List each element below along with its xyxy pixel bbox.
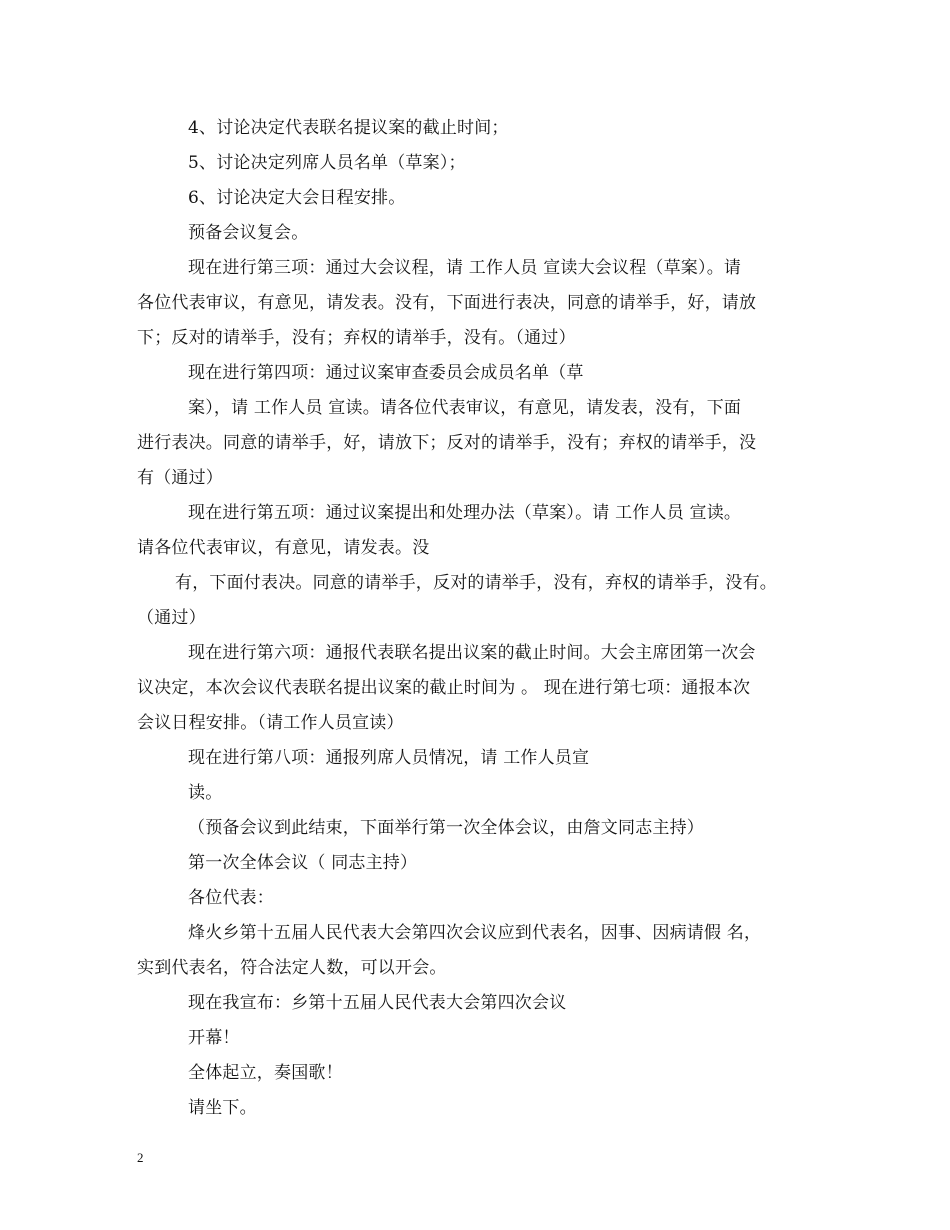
text-line: 议决定，本次会议代表联名提出议案的截止时间为 。 现在进行第七项：通报本次 <box>137 678 751 698</box>
text-line: 读。 <box>188 783 223 803</box>
text-line: 下；反对的请举手，没有；弃权的请举手，没有。（通过） <box>137 328 576 348</box>
text-line: 全体起立，奏国歌！ <box>188 1063 343 1083</box>
text-line: 请各位代表审议，有意见，请发表。没 <box>137 538 430 558</box>
text-line: 案），请 工作人员 宣读。请各位代表审议，有意见，请发表，没有，下面 <box>188 398 742 418</box>
text-line: 实到代表名，符合法定人数，可以开会。 <box>137 958 447 978</box>
text-line: （预备会议到此结束，下面举行第一次全体会议，由詹文同志主持） <box>188 818 704 838</box>
text-line: （通过） <box>137 608 206 628</box>
text-line: 各位代表： <box>188 888 274 908</box>
text-line: 请坐下。 <box>188 1098 257 1118</box>
text-line: 6、讨论决定大会日程安排。 <box>188 188 406 208</box>
page-number: 2 <box>137 1150 144 1165</box>
text-line: 4、讨论决定代表联名提议案的截止时间； <box>188 118 509 138</box>
text-line: 会议日程安排。（请工作人员宣读） <box>137 713 404 733</box>
text-line: 烽火乡第十五届人民代表大会第四次会议应到代表名，因事、因病请假 名， <box>188 923 762 943</box>
text-line: 有（通过） <box>137 468 223 488</box>
text-line: 预备会议复会。 <box>188 223 309 243</box>
text-line: 现在我宣布：乡第十五届人民代表大会第四次会议 <box>188 993 567 1013</box>
text-line: 5、讨论决定列席人员名单（草案）； <box>188 153 466 173</box>
text-line: 现在进行第六项：通报代表联名提出议案的截止时间。大会主席团第一次会 <box>188 643 756 663</box>
text-line: 第一次全体会议（ 同志主持） <box>188 853 418 873</box>
text-line: 进行表决。同意的请举手，好，请放下；反对的请举手，没有；弃权的请举手，没 <box>137 433 757 453</box>
text-line: 现在进行第三项：通过大会议程，请 工作人员 宣读大会议程（草案）。请 <box>188 258 742 278</box>
text-line: 开幕！ <box>188 1028 240 1048</box>
text-line: 现在进行第四项：通过议案审查委员会成员名单（草 <box>188 363 584 383</box>
text-line: 现在进行第八项：通报列席人员情况，请 工作人员宣 <box>188 748 590 768</box>
text-line: 各位代表审议，有意见，请发表。没有，下面进行表决，同意的请举手，好，请放 <box>137 293 757 313</box>
text-line: 现在进行第五项：通过议案提出和处理办法（草案）。请 工作人员 宣读。 <box>188 503 742 523</box>
text-line: 有，下面付表决。同意的请举手，反对的请举手，没有，弃权的请举手，没有。 <box>175 573 777 593</box>
